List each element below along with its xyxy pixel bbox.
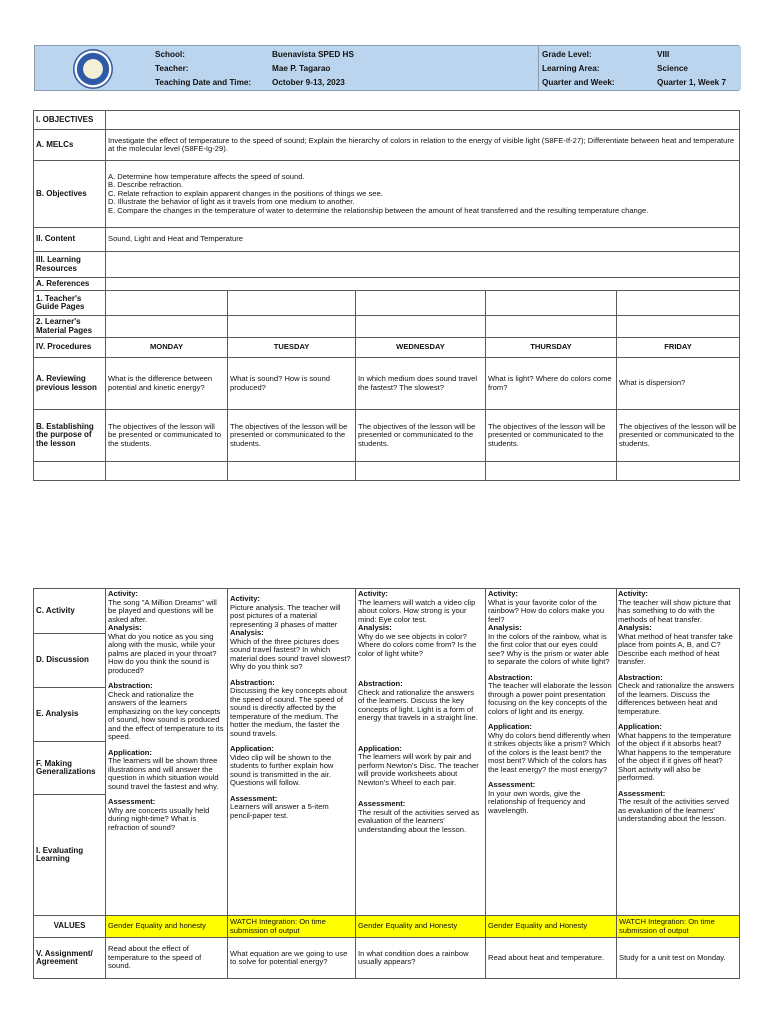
day-wednesday: WEDNESDAY (356, 338, 486, 358)
grade-label: Grade Level: (542, 50, 592, 59)
tuesday-assessment: Learners will answer a 5-item pencil-paper test. (230, 802, 329, 820)
friday-abstraction: Check and rationalize the answers of the learners. Discuss the differences between heat and temperature. (618, 681, 735, 716)
teachers-guide-label: 1. Teacher's Guide Pages (34, 291, 106, 316)
thursday-abstraction: The teacher will elaborate the lesson through a power point presentation focusing on the key concepts of the colors of light and its energy. (488, 681, 612, 716)
monday-activity: The song "A Million Dreams" will be played and questions will be asked after. (108, 597, 217, 624)
wednesday-analysis: Why do we see objects in color? Where do colors come from? Is the color of light white? (358, 631, 477, 658)
assignment-tuesday: What equation are we going to use to solve for potential energy? (228, 938, 356, 979)
thursday-column (488, 590, 612, 815)
activity-label: C. Activity (34, 589, 106, 634)
objective-c: C. Relate refraction to explain apparent changes in the positions of things we see. (108, 188, 383, 198)
thursday-analysis: In the colors of the rainbow, what is the first color that our eyes could see? Why is the prism or water able to separate the colors of white light? (488, 631, 610, 666)
procedures-label: IV. Procedures (34, 338, 106, 358)
values-thursday: Gender Equality and Honesty (486, 916, 617, 938)
purpose-wednesday: The objectives of the lesson will be presented or communicated to the students. (356, 410, 486, 462)
thursday-activity: What is your favorite color of the rainbow? How do colors make you feel? (488, 597, 605, 624)
review-tuesday: What is sound? How is sound produced? (228, 358, 356, 410)
objective-b: B. Describe refraction. (108, 180, 184, 190)
assignment-wednesday: In what condition does a rainbow usually appears? (356, 938, 486, 979)
teacher-label: Teacher: (155, 64, 189, 73)
purpose-monday: The objectives of the lesson will be presented or communicated to the students. (106, 410, 228, 462)
wednesday-application: The learners will work by pair and perform Newton's Disc. The teacher will provide worksheets about Newton's Wheel to each pair. (358, 752, 479, 787)
friday-assessment: The result of the activities served as evaluation of the learners' understanding about the lesson. (618, 797, 730, 823)
friday-assessment-heading: Assessment: (618, 788, 666, 798)
learners-material-label: 2. Learner's Material Pages (34, 316, 106, 338)
day-thursday: THURSDAY (486, 338, 617, 358)
resources-label: III. Learning Resources (34, 252, 106, 278)
day-monday: MONDAY (106, 338, 228, 358)
friday-abstraction-heading: Abstraction: (618, 672, 663, 682)
monday-assessment-heading: Assessment: (108, 797, 156, 806)
objective-d: D. Illustrate the behavior of light as it travels from one medium to another. (108, 197, 355, 207)
friday-application: What happens to the temperature of the object if it absorbs heat? What happens to the temperature of the object if it gives off heat? Short activity will also be performed. (618, 730, 732, 782)
wednesday-activity: The learners will watch a video clip about colors. How strong is your mind: Eye color test. (358, 597, 476, 624)
thursday-abstraction-heading: Abstraction: (488, 672, 533, 682)
teacher-value: Mae P. Tagarao (272, 64, 331, 73)
day-friday: FRIDAY (617, 338, 740, 358)
header-right-panel (538, 46, 741, 90)
monday-column (108, 590, 224, 832)
melcs-label: A. MELCs (34, 130, 106, 161)
assignment-thursday: Read about heat and temperature. (486, 938, 617, 979)
purpose-friday: The objectives of the lesson will be presented or communicated to the students. (617, 410, 740, 462)
area-value: Science (657, 64, 688, 73)
purpose-thursday: The objectives of the lesson will be presented or communicated to the students. (486, 410, 617, 462)
friday-column (618, 590, 736, 824)
thursday-assessment: In your own words, give the relationship of frequency and wavelength. (488, 788, 586, 815)
values-wednesday: Gender Equality and Honesty (356, 916, 486, 938)
discussion-label: D. Discussion (34, 634, 106, 688)
tuesday-application-heading: Application: (230, 744, 274, 753)
objective-a: A. Determine how temperature affects the speed of sound. (108, 171, 305, 181)
analysis-label: E. Analysis (34, 688, 106, 742)
melcs-text: Investigate the effect of temperature to the speed of sound; Explain the hierarchy of colors in relation to the energy of visible light (S8FE-If-27); Differentiate between heat and temperature at the molecular level (S8FE-Ig-29). (106, 130, 740, 161)
tuesday-abstraction: Discussing the key concepts about the speed of sound. The speed of sound is directly affected by the temperature of the medium. The hotter the medium, the faster the sound travels. (230, 686, 347, 738)
area-label: Learning Area: (542, 64, 600, 73)
evaluating-label: I. Evaluating Learning (34, 795, 106, 916)
friday-analysis: What method of heat transfer take place from points A, B, and C? Describe each method of heat transfer. (618, 631, 733, 666)
date-label: Teaching Date and Time: (155, 78, 252, 87)
tuesday-activity: Picture analysis. The teacher will post pictures of a material representing 3 phases of matter (230, 602, 341, 629)
monday-analysis: What do you notice as you sing along with the music, while your palms are placed in your throat? How do you think the sound is produced? (108, 631, 217, 675)
objectives-label: B. Objectives (34, 161, 106, 228)
lesson-plan-table-top (33, 110, 740, 481)
wednesday-abstraction-heading: Abstraction: (358, 679, 403, 688)
objectives-blank (106, 111, 740, 130)
monday-analysis-heading: Analysis: (108, 623, 142, 632)
quarter-value: Quarter 1, Week 7 (657, 78, 727, 87)
purpose-label: B. Establishing the purpose of the lesson (34, 410, 106, 462)
tuesday-analysis: Which of the three pictures does sound travel fastest? In which material does sound travel slowest? Why do you think so? (230, 636, 351, 671)
thursday-activity-heading: Activity: (488, 589, 518, 598)
school-value: Buenavista SPED HS (272, 50, 354, 59)
values-label: VALUES (34, 916, 106, 938)
thursday-analysis-heading: Analysis: (488, 623, 522, 632)
thursday-application: Why do colors bend differently when it strikes objects like a prism? Which of the colors is the least bent? the most bent? Which of the colors has the least energy? the most energy? (488, 730, 611, 774)
references-label: A. References (34, 278, 106, 291)
tuesday-activity-heading: Activity: (230, 594, 260, 603)
tuesday-application: Video clip will be shown to the students to further explain how sound is transmitted in the air. Questions will follow. (230, 752, 334, 787)
monday-activity-heading: Activity: (108, 589, 138, 598)
resources-blank (106, 252, 740, 278)
purpose-tuesday: The objectives of the lesson will be presented or communicated to the students. (228, 410, 356, 462)
tuesday-analysis-heading: Analysis: (230, 628, 264, 637)
friday-analysis-heading: Analysis: (618, 623, 652, 632)
review-label: A. Reviewing previous lesson (34, 358, 106, 410)
assignment-monday: Read about the effect of temperature to the speed of sound. (106, 938, 228, 979)
date-value: October 9-13, 2023 (272, 78, 345, 87)
tuesday-assessment-heading: Assessment: (230, 793, 278, 803)
objectives-heading: I. OBJECTIVES (34, 111, 106, 130)
school-label: School: (155, 50, 186, 59)
grade-value: VIII (657, 50, 670, 59)
thursday-assessment-heading: Assessment: (488, 780, 536, 789)
wednesday-application-heading: Application: (358, 743, 402, 753)
content-text: Sound, Light and Heat and Temperature (106, 228, 740, 252)
wednesday-abstraction: Check and rationalize the answers of the learners. Discuss the key concepts of light. Light is a form of energy that travels in a straight line. (358, 687, 478, 722)
assignment-friday: Study for a unit test on Monday. (617, 938, 740, 979)
monday-abstraction-heading: Abstraction: (108, 681, 153, 690)
wednesday-assessment-heading: Assessment: (358, 799, 406, 808)
review-friday: What is dispersion? (617, 358, 740, 410)
values-friday: WATCH Integration: On time submission of output (617, 916, 740, 938)
tuesday-column (230, 595, 352, 820)
friday-application-heading: Application: (618, 722, 662, 731)
monday-abstraction: Check and rationalize the answers of the learners emphasizing on the key concepts of sound, how sound is produced and the effect of temperature to its speed. (108, 689, 224, 741)
quarter-label: Quarter and Week: (542, 78, 615, 87)
objectives-list (106, 161, 740, 228)
friday-activity-heading: Activity: (618, 589, 648, 598)
thursday-application-heading: Application: (488, 722, 532, 731)
monday-assessment: Why are concerts usually held during night-time? What is refraction of sound? (108, 805, 210, 832)
school-header (34, 45, 739, 91)
values-tuesday: WATCH Integration: On time submission of output (228, 916, 356, 938)
review-monday: What is the difference between potential and kinetic energy? (106, 358, 228, 410)
friday-activity: The teacher will show picture that has something to do with the methods of heat transfer. (618, 597, 731, 624)
content-label: II. Content (34, 228, 106, 252)
deped-seal-icon (73, 49, 113, 89)
wednesday-assessment: The result of the activities served as evaluation of the learners' understanding about the lesson. (358, 807, 480, 834)
monday-application-heading: Application: (108, 747, 152, 757)
assignment-label: V. Assignment/ Agreement (34, 938, 106, 979)
tuesday-abstraction-heading: Abstraction: (230, 677, 275, 687)
monday-application: The learners will be shown three illustrations and will answer the question in which situation would sound travel the fastest and why. (108, 756, 219, 791)
wednesday-column (358, 590, 482, 834)
day-tuesday: TUESDAY (228, 338, 356, 358)
wednesday-analysis-heading: Analysis: (358, 623, 392, 632)
generalization-label: F. Making Generalizations (34, 742, 106, 795)
references-blank (106, 278, 740, 291)
review-wednesday: In which medium does sound travel the fastest? The slowest? (356, 358, 486, 410)
values-monday: Gender Equality and honesty (106, 916, 228, 938)
objective-e: E. Compare the changes in the temperature of water to determine the relationship between the amount of heat transferred and the resulting temperature change. (108, 205, 649, 215)
wednesday-activity-heading: Activity: (358, 589, 388, 598)
review-thursday: What is light? Where do colors come from? (486, 358, 617, 410)
